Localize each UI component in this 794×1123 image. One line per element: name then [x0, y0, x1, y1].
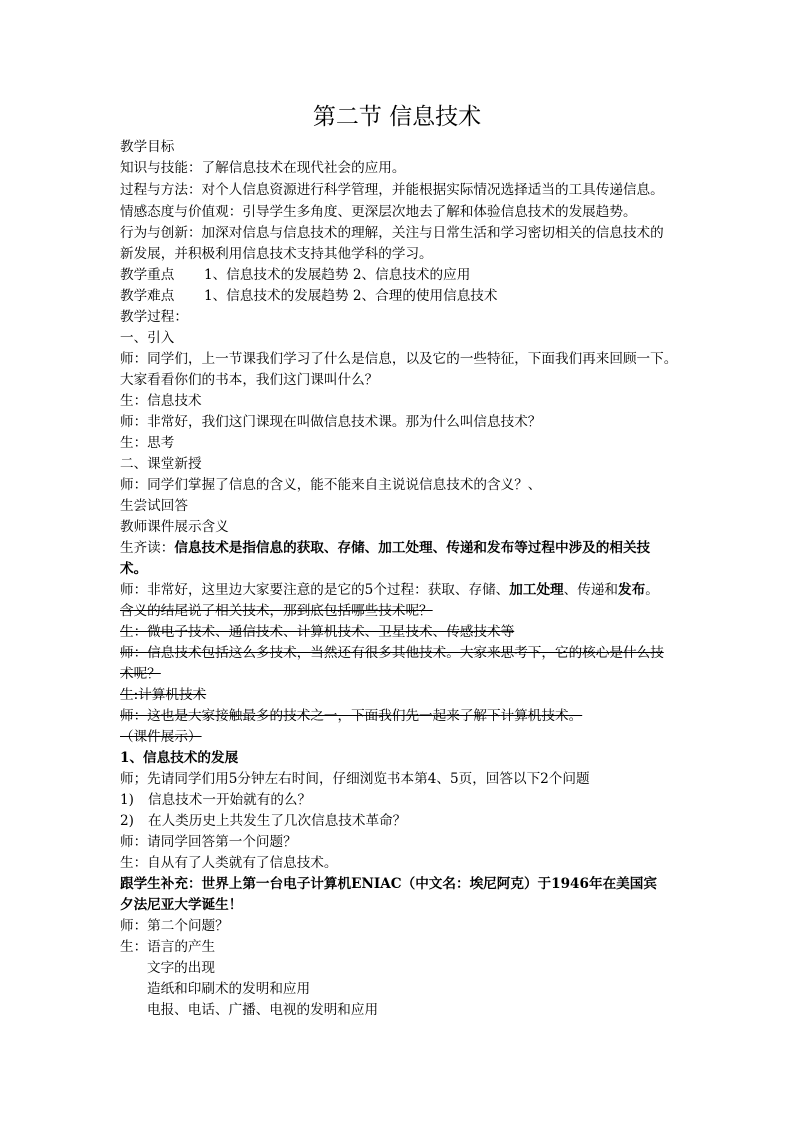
key-points-text: 1、信息技术的发展趋势 2、信息技术的应用 — [204, 267, 471, 283]
indented-line: 造纸和印刷术的发明和应用 — [147, 981, 311, 997]
text-line: 新发展，并积极利用信息技术支持其他学科的学习。 — [120, 246, 433, 262]
question-number: 1) — [120, 792, 134, 808]
five-process-text: 师：非常好，这里边大家要注意的是它的5个过程：获取、存储、 — [120, 582, 510, 598]
subsection-heading: 1、信息技术的发展 — [120, 750, 239, 766]
difficulties-text: 1、信息技术的发展趋势 2、合理的使用信息技术 — [204, 288, 498, 304]
question-text: 在人类历史上共发生了几次信息技术革命？ — [148, 813, 407, 829]
supplement-line: 跟学生补充：世界上第一台电子计算机ENIAC（中文名：埃尼阿克）于1946年在美国宾 — [120, 876, 657, 892]
text-line: 行为与创新：加深对信息与信息技术的理解，关注与日常生活和学习密切相关的信息技术的 — [120, 225, 664, 241]
struck-line: 生：微电子技术、通信技术、计算机技术、卫星技术、传感技术等 — [120, 624, 515, 640]
question-text: 信息技术一开始就有的么？ — [148, 792, 312, 808]
text-line: 生：信息技术 — [120, 393, 202, 409]
text-line: 师：请同学回答第一个问题？ — [120, 834, 297, 850]
question-number: 2) — [120, 813, 134, 829]
struck-line: 术呢？ — [120, 666, 161, 682]
supplement-line-end: 夕法尼亚大学诞生！ — [120, 897, 243, 913]
process-publish: 发布 — [618, 582, 646, 598]
text-line: 生：思考 — [120, 435, 175, 451]
text-line: 教学过程： — [120, 309, 188, 325]
five-process-line — [120, 580, 680, 600]
struck-line: （课件展示） — [120, 729, 202, 745]
text-line: 教师课件展示含义 — [120, 519, 229, 535]
struck-line: 师：这也是大家接触最多的技术之一，下面我们先一起来了解下计算机技术。 — [120, 708, 583, 724]
text-line: 师：同学们，上一节课我们学习了什么是信息，以及它的一些特征，下面我们再来回顾一下。 — [120, 351, 678, 367]
text-line: 大家看看你们的书本，我们这门课叫什么？ — [120, 372, 379, 388]
text-line: 师；先请同学们用5分钟左右时间，仔细浏览书本第4、5页，回答以下2个问题 — [120, 771, 590, 787]
text-line: 师：同学们掌握了信息的含义，能不能来自主说说信息技术的含义？、 — [120, 477, 542, 493]
indented-line: 电报、电话、广播、电视的发明和应用 — [147, 1002, 379, 1018]
text-line: 知识与技能：了解信息技术在现代社会的应用。 — [120, 160, 406, 176]
process-processing: 加工处理 — [509, 582, 564, 598]
struck-line: 含义的结尾说了相关技术，那到底包括哪些技术呢？ — [120, 603, 433, 619]
difficulties-line — [120, 286, 680, 306]
section-heading: 一、引入 — [120, 330, 175, 346]
student-read-label: 生齐读： — [120, 540, 175, 556]
text-line: 情感态度与价值观：引导学生多角度、更深层次地去了解和体验信息技术的发展趋势。 — [120, 204, 637, 220]
key-points-line — [120, 265, 680, 285]
question-2 — [120, 811, 680, 831]
section-heading: 二、课堂新授 — [120, 456, 202, 472]
text-line: 生：自从有了人类就有了信息技术。 — [120, 855, 338, 871]
question-1 — [120, 790, 680, 810]
five-process-end: 。 — [645, 582, 659, 598]
key-points-label: 教学重点 — [120, 267, 175, 283]
struck-line: 生:计算机技术 — [120, 687, 207, 703]
definition-line — [120, 538, 680, 558]
difficulties-label: 教学难点 — [120, 288, 175, 304]
text-line: 过程与方法：对个人信息资源进行科学管理，并能根据实际情况选择适当的工具传递信息。 — [120, 182, 664, 198]
definition-line-end: 术。 — [120, 561, 148, 577]
indented-line: 文字的出现 — [147, 960, 215, 976]
text-line: 生尝试回答 — [120, 498, 188, 514]
text-line: 教学目标 — [120, 139, 175, 155]
definition-text: 信息技术是指信息的获取、存储、加工处理、传递和发布等过程中涉及的相关技 — [174, 540, 651, 556]
text-line: 生：语言的产生 — [120, 939, 216, 955]
struck-line: 师：信息技术包括这么多技术，当然还有很多其他技术。大家来思考下，它的核心是什么技 — [120, 645, 664, 661]
text-line: 师：非常好，我们这门课现在叫做信息技术课。那为什么叫信息技术？ — [120, 414, 542, 430]
text-line: 师：第二个问题？ — [120, 918, 229, 934]
page-title: 第二节 信息技术 — [312, 104, 482, 130]
five-process-text2: 、传递和 — [563, 582, 619, 598]
